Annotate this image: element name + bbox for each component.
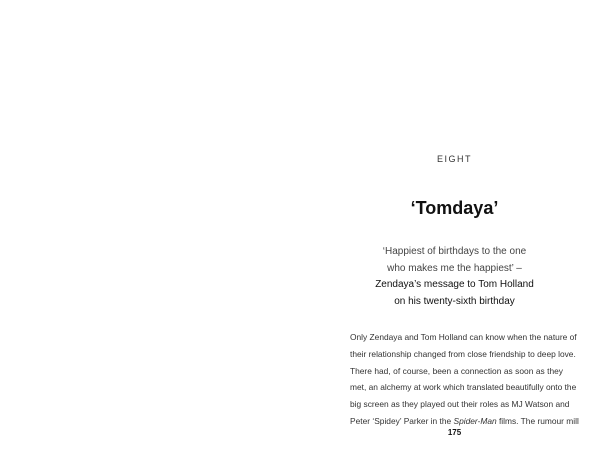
- body-text-segment: Peter ‘Spidey’ Parker in the: [350, 415, 454, 426]
- body-line: their relationship changed from close friendship to deep love.: [350, 348, 576, 359]
- body-line: met, an alchemy at work which translated beautifully onto the: [350, 382, 577, 393]
- body-line: big screen as they played out their roles as MJ Watson and: [350, 399, 570, 410]
- body-text-segment: films. The rumour mill: [496, 415, 579, 426]
- epigraph-source-line: on his twenty-sixth birthday: [394, 295, 515, 307]
- film-title-italic: Spider-Man: [453, 415, 497, 426]
- right-page: [303, 0, 606, 463]
- epigraph-quote-line: who makes me the happiest’ –: [387, 262, 522, 274]
- chapter-number: EIGHT: [436, 154, 472, 164]
- epigraph-quote-line: ‘Happiest of birthdays to the one: [382, 246, 527, 257]
- body-line: Only Zendaya and Tom Holland can know when the nature of: [350, 332, 577, 342]
- body-line: There had, of course, been a connection as soon as they: [350, 365, 563, 376]
- chapter-body-text: [350, 329, 579, 430]
- epigraph-source-line: Zendaya’s message to Tom Holland: [375, 279, 534, 290]
- page-number: 175: [447, 428, 462, 437]
- chapter-title: ‘Tomdaya’: [410, 198, 499, 218]
- epigraph: [303, 244, 606, 310]
